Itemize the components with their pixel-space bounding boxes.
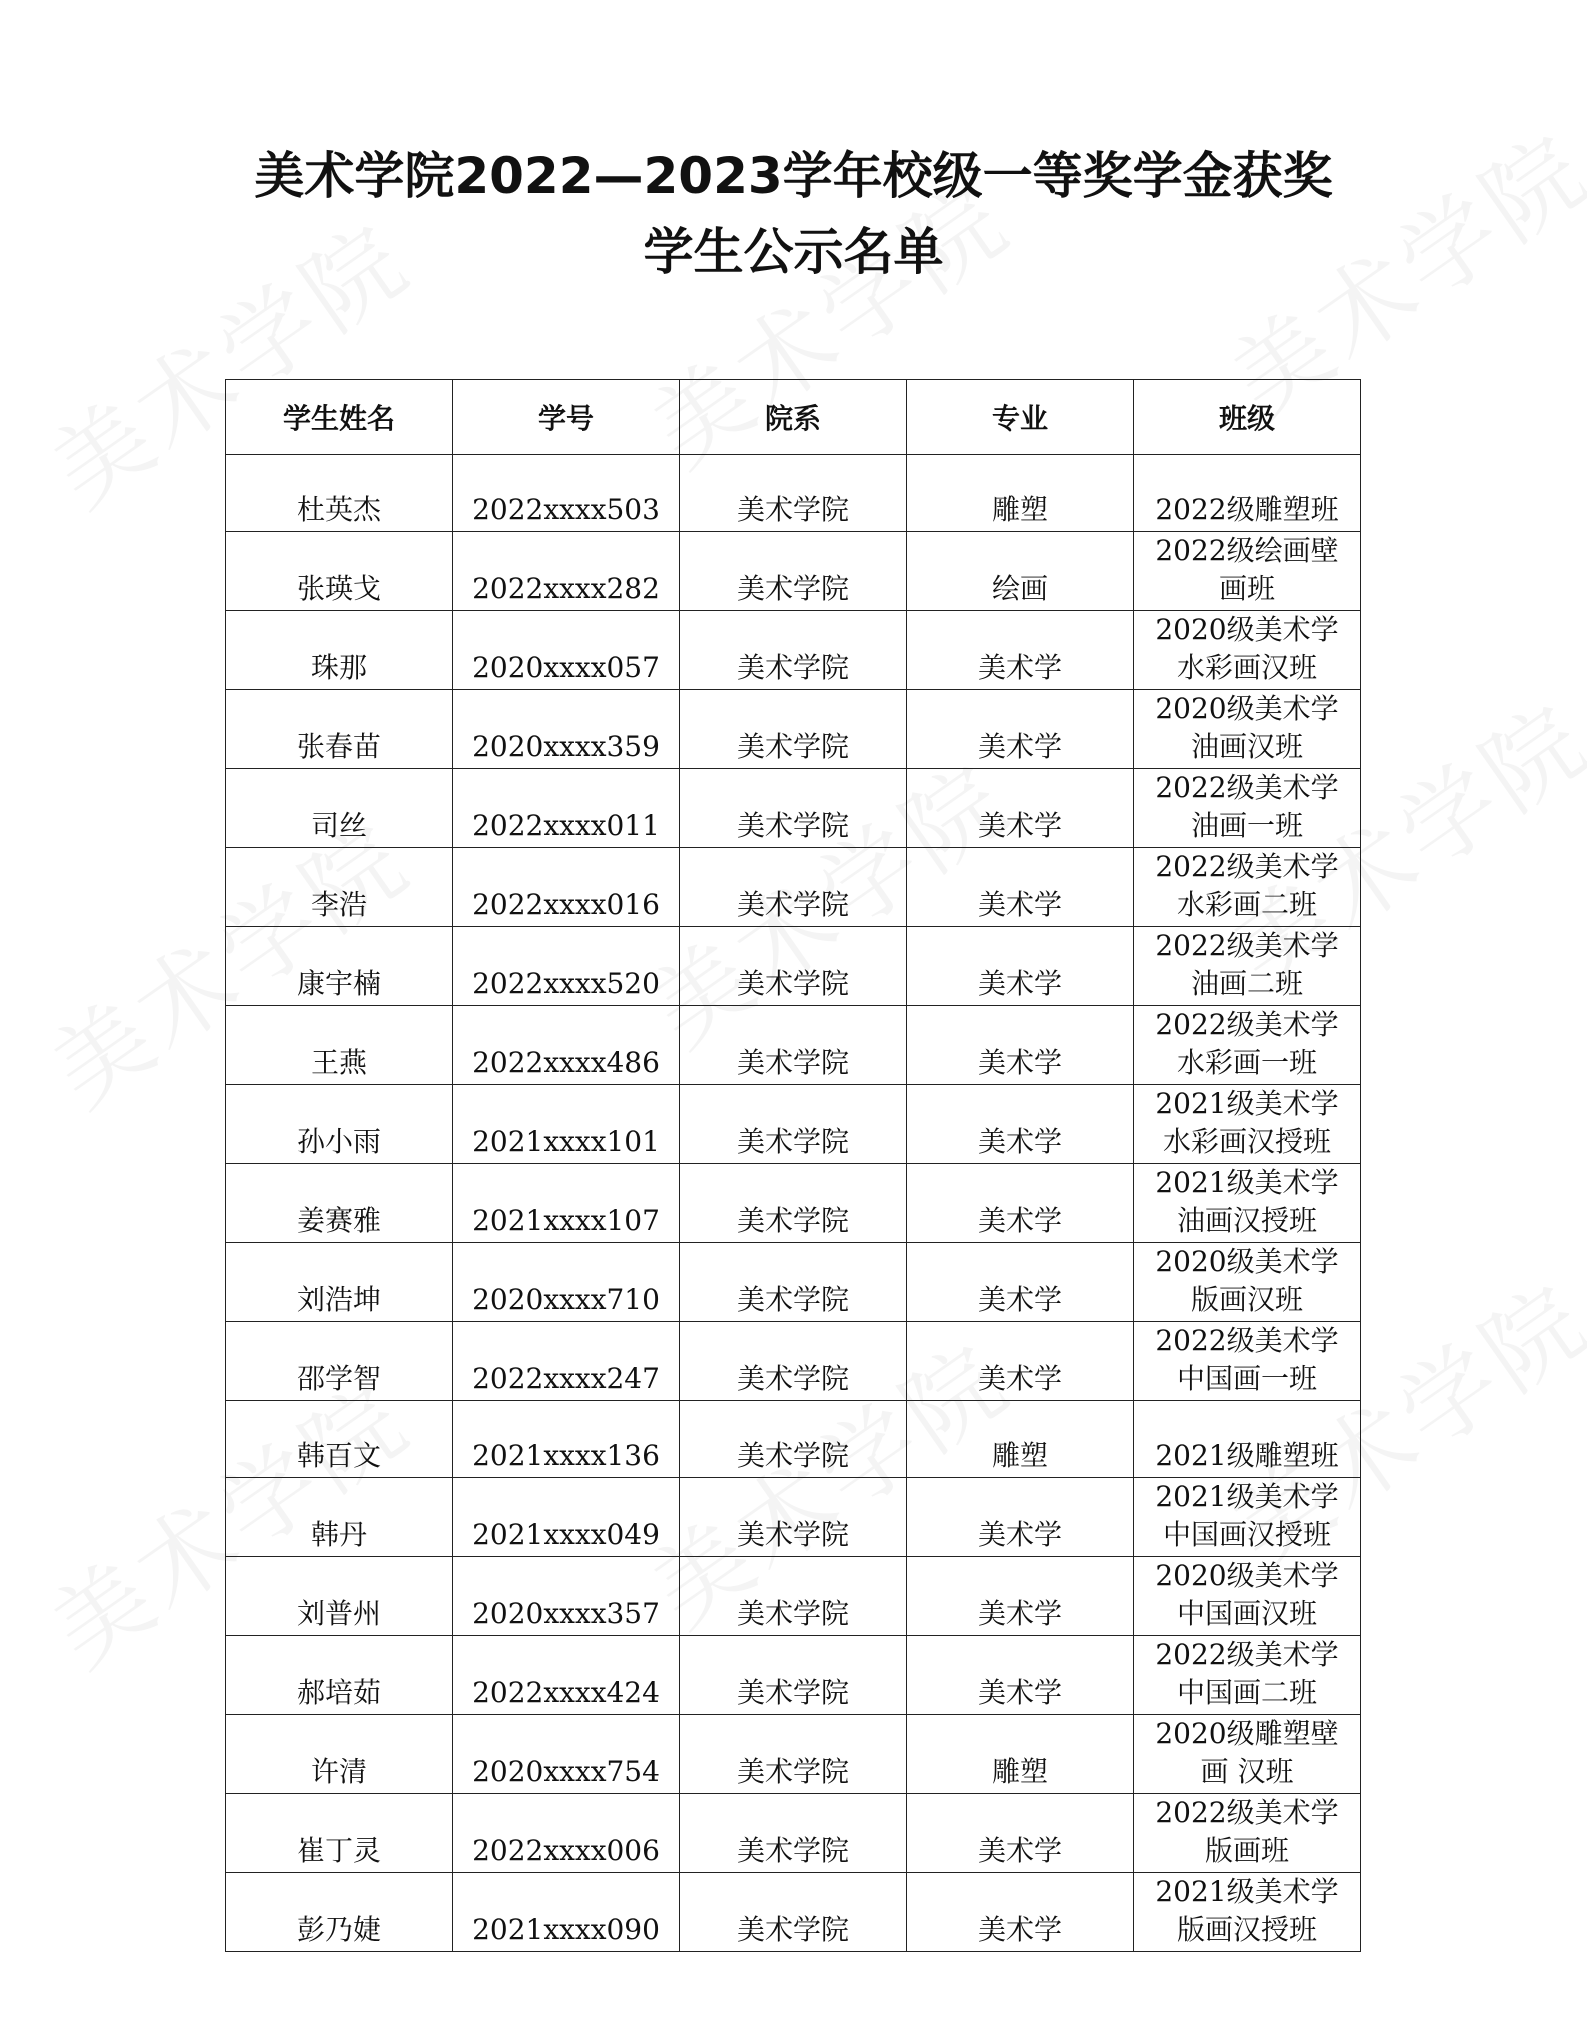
department-cell: 美术学院	[680, 1715, 907, 1794]
class-label: 2022级美术学水彩画二班	[1155, 850, 1339, 921]
major-cell: 美术学	[907, 769, 1134, 848]
major-cell: 美术学	[907, 1243, 1134, 1322]
department-cell: 美术学院	[680, 1164, 907, 1243]
student-name-cell: 刘浩坤	[226, 1243, 453, 1322]
major-cell: 美术学	[907, 1794, 1134, 1873]
class-label: 2022级美术学版画班	[1155, 1796, 1339, 1867]
major-cell: 美术学	[907, 1636, 1134, 1715]
class-label: 2021级美术学油画汉授班	[1155, 1166, 1339, 1237]
table-row	[226, 690, 1361, 769]
student-id-cell: 2022xxxx520	[453, 927, 680, 1006]
student-id-cell: 2020xxxx359	[453, 690, 680, 769]
class-cell	[1134, 848, 1361, 927]
class-label: 2022级美术学油画二班	[1155, 929, 1339, 1000]
student-name-cell: 邵学智	[226, 1322, 453, 1401]
student-name-cell: 韩丹	[226, 1478, 453, 1557]
table-row	[226, 927, 1361, 1006]
student-name-cell: 许清	[226, 1715, 453, 1794]
column-header-class: 班级	[1134, 380, 1361, 455]
class-cell	[1134, 1322, 1361, 1401]
table-row	[226, 1873, 1361, 1952]
student-id-cell: 2021xxxx136	[453, 1401, 680, 1478]
table-row	[226, 1164, 1361, 1243]
class-label: 2020级美术学油画汉班	[1155, 692, 1339, 763]
student-id-cell: 2022xxxx282	[453, 532, 680, 611]
major-cell: 美术学	[907, 611, 1134, 690]
class-cell	[1134, 532, 1361, 611]
student-id-cell: 2022xxxx424	[453, 1636, 680, 1715]
class-cell	[1134, 611, 1361, 690]
class-label: 2021级美术学版画汉授班	[1155, 1875, 1339, 1946]
class-cell	[1134, 769, 1361, 848]
student-id-cell: 2020xxxx057	[453, 611, 680, 690]
student-id-cell: 2022xxxx016	[453, 848, 680, 927]
department-cell: 美术学院	[680, 455, 907, 532]
major-cell: 雕塑	[907, 455, 1134, 532]
table-row	[226, 532, 1361, 611]
department-cell: 美术学院	[680, 1478, 907, 1557]
title-line-2: 学生公示名单	[643, 223, 944, 281]
major-cell: 美术学	[907, 1164, 1134, 1243]
student-name-cell: 张瑛戈	[226, 532, 453, 611]
table-row	[226, 1636, 1361, 1715]
class-label: 2021级雕塑班	[1155, 1439, 1339, 1472]
class-cell	[1134, 1715, 1361, 1794]
major-cell: 美术学	[907, 1557, 1134, 1636]
student-id-cell: 2020xxxx357	[453, 1557, 680, 1636]
department-cell: 美术学院	[680, 927, 907, 1006]
major-cell: 雕塑	[907, 1401, 1134, 1478]
department-cell: 美术学院	[680, 769, 907, 848]
student-name-cell: 王燕	[226, 1006, 453, 1085]
major-cell: 美术学	[907, 1873, 1134, 1952]
class-label: 2022级雕塑班	[1155, 493, 1339, 526]
department-cell: 美术学院	[680, 1873, 907, 1952]
department-cell: 美术学院	[680, 1243, 907, 1322]
class-cell	[1134, 1636, 1361, 1715]
table-row	[226, 455, 1361, 532]
class-cell	[1134, 1085, 1361, 1164]
class-cell	[1134, 1401, 1361, 1478]
class-cell	[1134, 1478, 1361, 1557]
student-name-cell: 彭乃婕	[226, 1873, 453, 1952]
student-id-cell: 2020xxxx754	[453, 1715, 680, 1794]
column-header-student-id: 学号	[453, 380, 680, 455]
class-label: 2022级美术学水彩画一班	[1155, 1008, 1339, 1079]
class-label: 2020级美术学水彩画汉班	[1155, 613, 1339, 684]
class-cell	[1134, 690, 1361, 769]
student-id-cell: 2022xxxx006	[453, 1794, 680, 1873]
student-name-cell: 郝培茹	[226, 1636, 453, 1715]
table-row	[226, 1322, 1361, 1401]
column-header-name: 学生姓名	[226, 380, 453, 455]
student-name-cell: 崔丁灵	[226, 1794, 453, 1873]
major-cell: 雕塑	[907, 1715, 1134, 1794]
table-row	[226, 1085, 1361, 1164]
student-id-cell: 2021xxxx107	[453, 1164, 680, 1243]
department-cell: 美术学院	[680, 611, 907, 690]
major-cell: 美术学	[907, 927, 1134, 1006]
department-cell: 美术学院	[680, 848, 907, 927]
student-id-cell: 2020xxxx710	[453, 1243, 680, 1322]
class-cell	[1134, 927, 1361, 1006]
department-cell: 美术学院	[680, 1006, 907, 1085]
class-label: 2020级美术学版画汉班	[1155, 1245, 1339, 1316]
department-cell: 美术学院	[680, 1557, 907, 1636]
table-row	[226, 1243, 1361, 1322]
class-label: 2020级美术学中国画汉班	[1155, 1559, 1339, 1630]
major-cell: 美术学	[907, 848, 1134, 927]
class-label: 2022级美术学油画一班	[1155, 771, 1339, 842]
table-body	[226, 455, 1361, 1952]
student-id-cell: 2022xxxx503	[453, 455, 680, 532]
student-name-cell: 司丝	[226, 769, 453, 848]
department-cell: 美术学院	[680, 1085, 907, 1164]
table-row	[226, 1478, 1361, 1557]
department-cell: 美术学院	[680, 1636, 907, 1715]
major-cell: 美术学	[907, 1478, 1134, 1557]
student-id-cell: 2021xxxx049	[453, 1478, 680, 1557]
title-line-1: 美术学院2022—2023学年校级一等奖学金获奖	[254, 147, 1333, 205]
class-cell	[1134, 1243, 1361, 1322]
major-cell: 绘画	[907, 532, 1134, 611]
student-id-cell: 2022xxxx486	[453, 1006, 680, 1085]
class-cell	[1134, 1557, 1361, 1636]
major-cell: 美术学	[907, 1085, 1134, 1164]
table-row	[226, 1715, 1361, 1794]
table-row	[226, 1794, 1361, 1873]
department-cell: 美术学院	[680, 690, 907, 769]
table-row	[226, 1401, 1361, 1478]
page-title	[0, 138, 1587, 290]
class-cell	[1134, 1794, 1361, 1873]
table-row	[226, 1006, 1361, 1085]
student-name-cell: 李浩	[226, 848, 453, 927]
table-header-row	[226, 380, 1361, 455]
class-label: 2022级美术学中国画二班	[1155, 1638, 1339, 1709]
class-label: 2020级雕塑壁画 汉班	[1155, 1717, 1339, 1788]
student-name-cell: 康宇楠	[226, 927, 453, 1006]
department-cell: 美术学院	[680, 532, 907, 611]
major-cell: 美术学	[907, 1006, 1134, 1085]
student-name-cell: 张春苗	[226, 690, 453, 769]
student-id-cell: 2021xxxx101	[453, 1085, 680, 1164]
class-cell	[1134, 455, 1361, 532]
student-name-cell: 韩百文	[226, 1401, 453, 1478]
student-id-cell: 2021xxxx090	[453, 1873, 680, 1952]
class-cell	[1134, 1873, 1361, 1952]
department-cell: 美术学院	[680, 1322, 907, 1401]
student-name-cell: 孙小雨	[226, 1085, 453, 1164]
department-cell: 美术学院	[680, 1401, 907, 1478]
column-header-major: 专业	[907, 380, 1134, 455]
award-roster-table	[225, 379, 1361, 1952]
class-cell	[1134, 1006, 1361, 1085]
table-row	[226, 1557, 1361, 1636]
student-id-cell: 2022xxxx247	[453, 1322, 680, 1401]
student-name-cell: 珠那	[226, 611, 453, 690]
class-label: 2021级美术学中国画汉授班	[1155, 1480, 1339, 1551]
department-cell: 美术学院	[680, 1794, 907, 1873]
major-cell: 美术学	[907, 1322, 1134, 1401]
major-cell: 美术学	[907, 690, 1134, 769]
student-name-cell: 刘普州	[226, 1557, 453, 1636]
student-name-cell: 姜赛雅	[226, 1164, 453, 1243]
table-row	[226, 769, 1361, 848]
class-label: 2022级绘画壁画班	[1155, 534, 1339, 605]
student-name-cell: 杜英杰	[226, 455, 453, 532]
class-label: 2022级美术学中国画一班	[1155, 1324, 1339, 1395]
student-id-cell: 2022xxxx011	[453, 769, 680, 848]
table-row	[226, 611, 1361, 690]
table-row	[226, 848, 1361, 927]
class-label: 2021级美术学水彩画汉授班	[1155, 1087, 1339, 1158]
class-cell	[1134, 1164, 1361, 1243]
column-header-department: 院系	[680, 380, 907, 455]
